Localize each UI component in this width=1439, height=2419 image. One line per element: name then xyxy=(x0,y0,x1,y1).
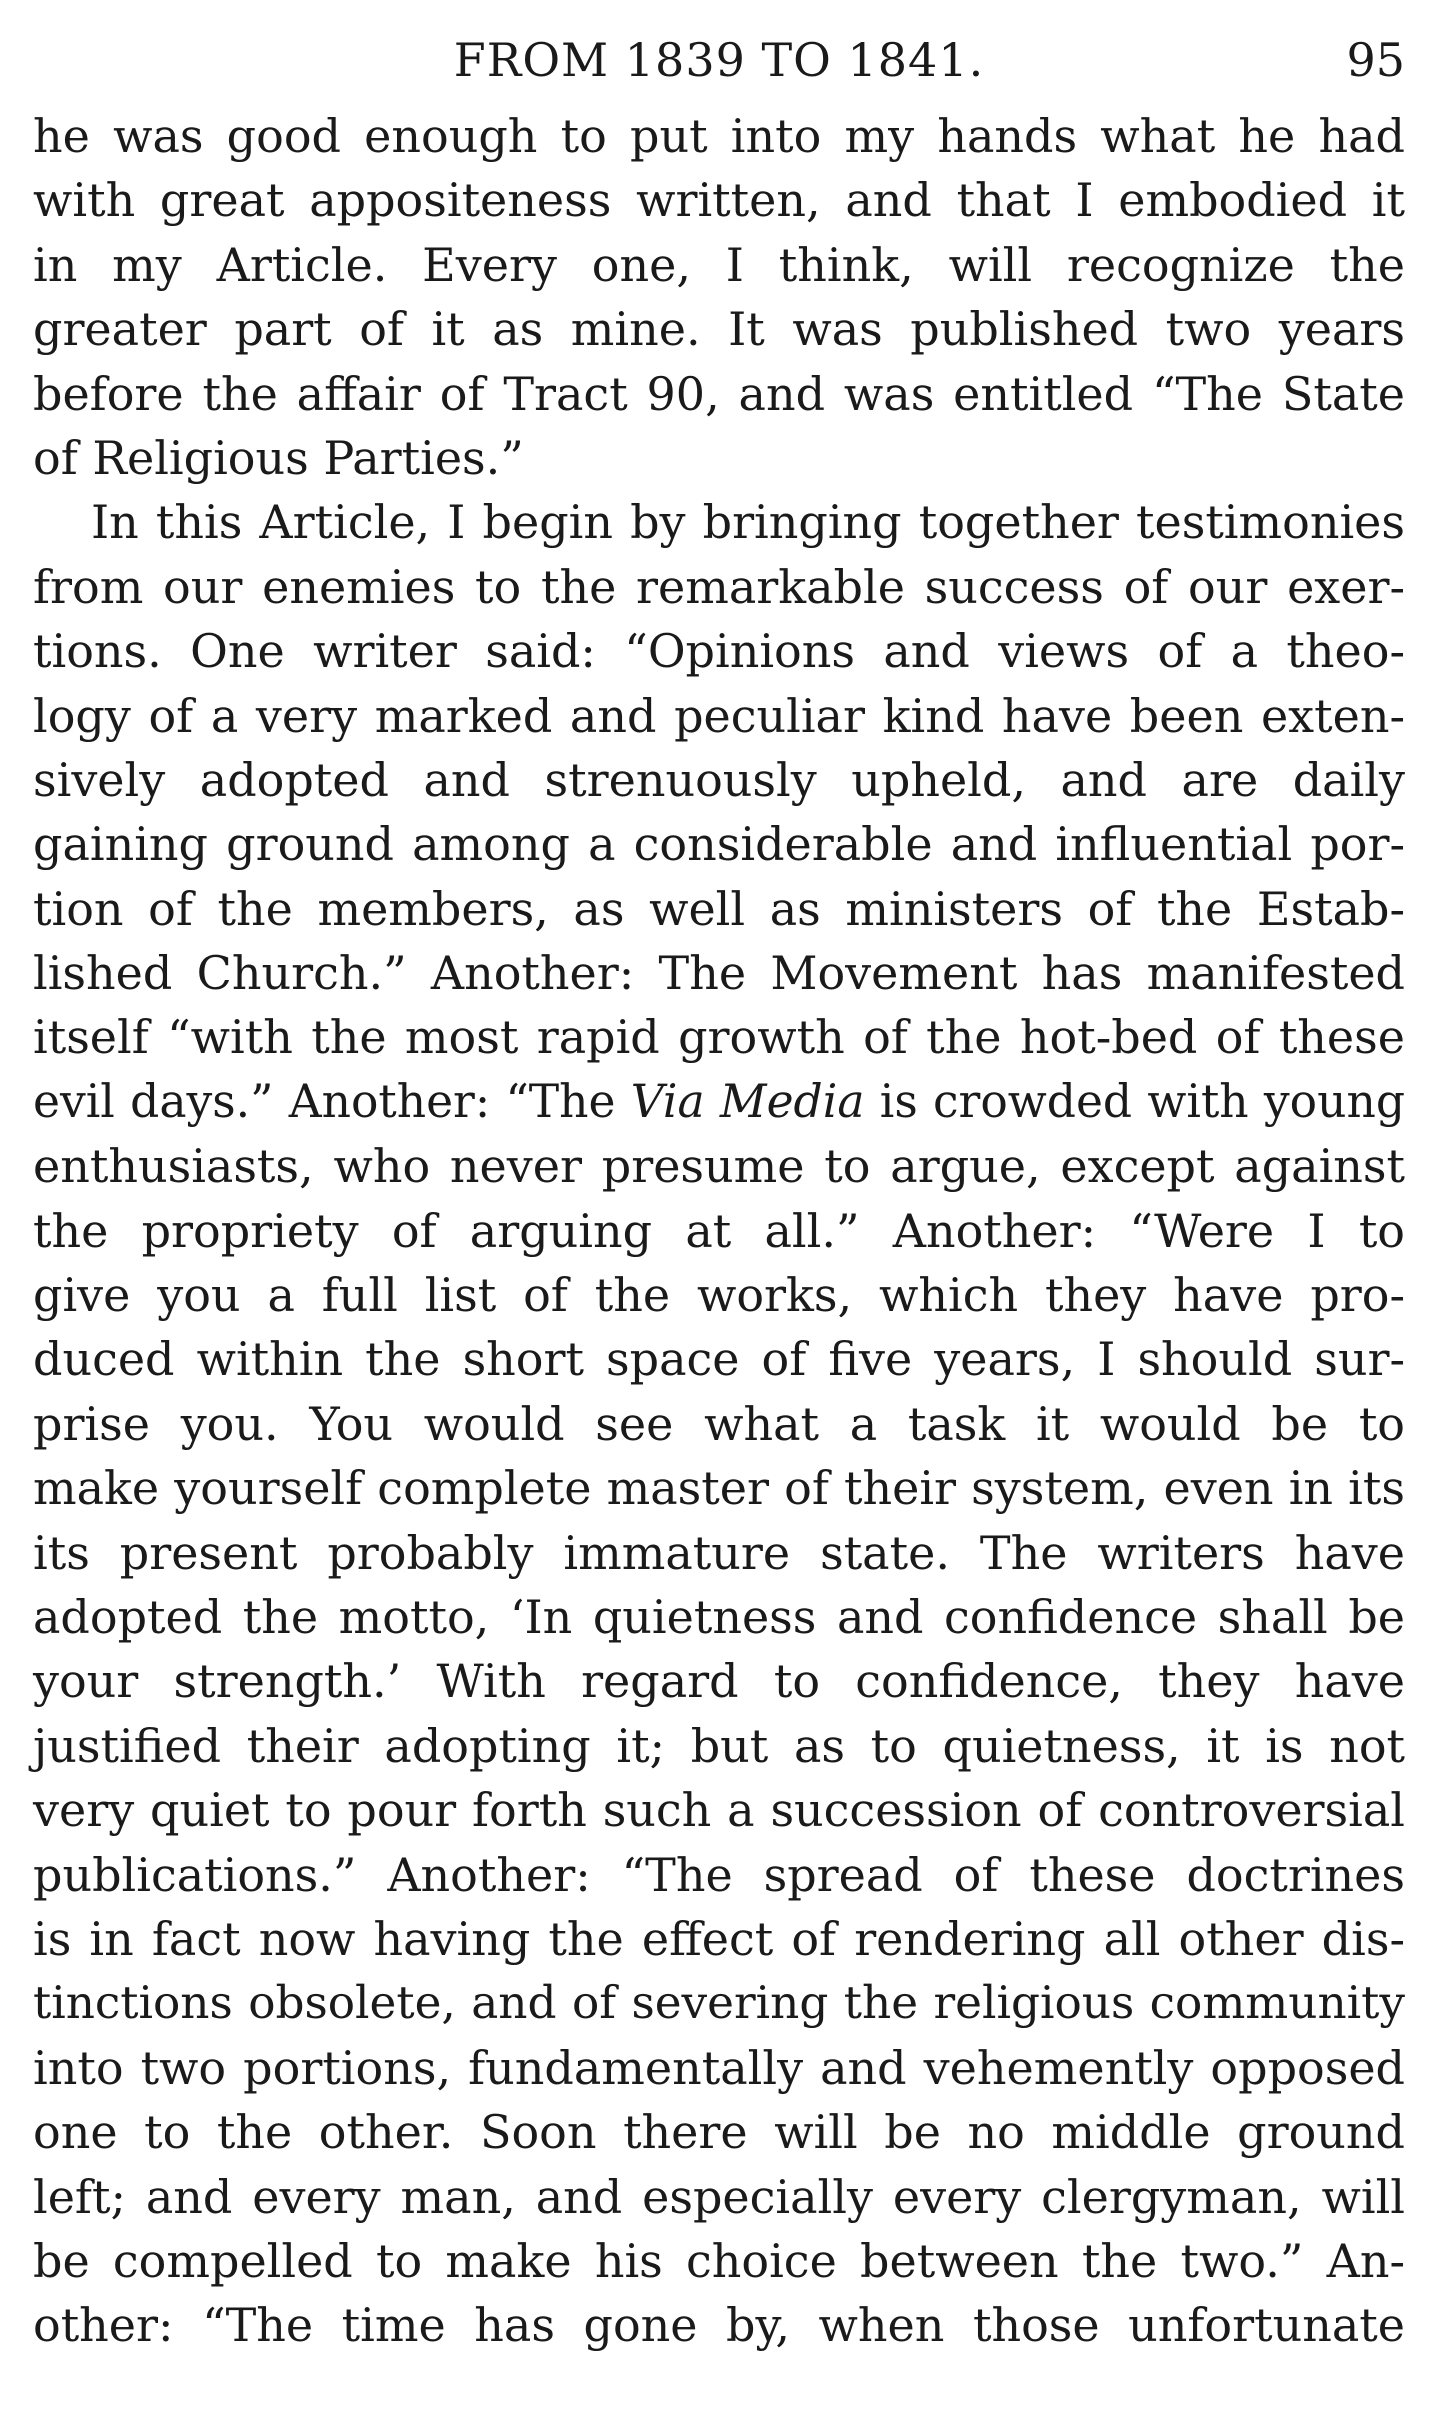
text-line: your strength.’ With regard to confidence, they have xyxy=(33,1654,1405,1709)
text-line: sively adopted and strenuously upheld, and are daily xyxy=(33,752,1405,807)
text-line: itself “with the most rapid growth of the hot-bed of these xyxy=(33,1010,1405,1065)
title-start-year: 1839 xyxy=(624,33,746,87)
text-line: in my Article. Every one, I think, will recognize the xyxy=(33,237,1405,292)
body-text xyxy=(33,104,1405,2358)
text-line: very quiet to pour forth such a succession of controversial xyxy=(33,1783,1405,1838)
text-line: publications.” Another: “The spread of these doctrines xyxy=(33,1847,1405,1902)
text-line: from our enemies to the remarkable success of our exer- xyxy=(33,559,1405,614)
text-line: with great appositeness written, and that I embodied it xyxy=(33,173,1405,228)
text-line: make yourself complete master of their system, even in its xyxy=(33,1461,1405,1516)
text-line: prise you. You would see what a task it would be to xyxy=(33,1396,1405,1451)
running-title xyxy=(33,30,1405,90)
text-line: give you a full list of the works, which they have pro- xyxy=(33,1268,1405,1323)
title-to: TO xyxy=(761,33,832,87)
text-line: is in fact now having the effect of rendering all other dis- xyxy=(33,1911,1405,1966)
text-line: evil days.” Another: “The Via Media is crowded with young xyxy=(33,1074,1405,1128)
text-line: logy of a very marked and peculiar kind have been exten- xyxy=(33,688,1405,743)
text-line: lished Church.” Another: The Movement has manifested xyxy=(33,946,1405,1001)
text-line: he was good enough to put into my hands what he had xyxy=(33,109,1405,163)
text-line: before the affair of Tract 90, and was entitled “The State xyxy=(33,366,1405,421)
text-line: its present probably immature state. The writers have xyxy=(33,1525,1405,1580)
text-line: of Religious Parties.” xyxy=(33,430,524,485)
title-end-year: 1841. xyxy=(847,33,985,87)
text-line: justified their adopting it; but as to quietness, it is not xyxy=(33,1718,1405,1773)
running-head xyxy=(33,30,1405,90)
book-page xyxy=(33,30,1405,2358)
title-prefix: FROM xyxy=(453,33,610,87)
text-line: one to the other. Soon there will be no middle ground xyxy=(33,2105,1405,2160)
text-line: In this Article, I begin by bringing together testimonies xyxy=(91,495,1405,550)
text-line: tion of the members, as well as ministers of the Estab- xyxy=(33,881,1405,936)
italic-title: Via Media xyxy=(630,1074,865,1128)
text-line: other: “The time has gone by, when those unfortunate xyxy=(33,2298,1405,2353)
text-line: enthusiasts, who never presume to argue, except against xyxy=(33,1139,1405,1194)
text-line: be compelled to make his choice between the two.” An- xyxy=(33,2233,1405,2288)
text-line: tions. One writer said: “Opinions and views of a theo- xyxy=(33,624,1405,679)
text-line: duced within the short space of five years, I should sur- xyxy=(33,1332,1405,1387)
text-line: left; and every man, and especially every clergyman, will xyxy=(33,2169,1405,2224)
text-line: tinctions obsolete, and of severing the religious community xyxy=(33,1976,1405,2030)
page-number: 95 xyxy=(1346,33,1405,87)
text-line: gaining ground among a considerable and influential por- xyxy=(33,817,1405,872)
text-line: the propriety of arguing at all.” Another: “Were I to xyxy=(33,1203,1405,1258)
text-line: greater part of it as mine. It was published two years xyxy=(33,302,1405,357)
text-line: adopted the motto, ‘In quietness and confidence shall be xyxy=(33,1589,1405,1644)
text-line: into two portions, fundamentally and vehemently opposed xyxy=(33,2040,1405,2095)
